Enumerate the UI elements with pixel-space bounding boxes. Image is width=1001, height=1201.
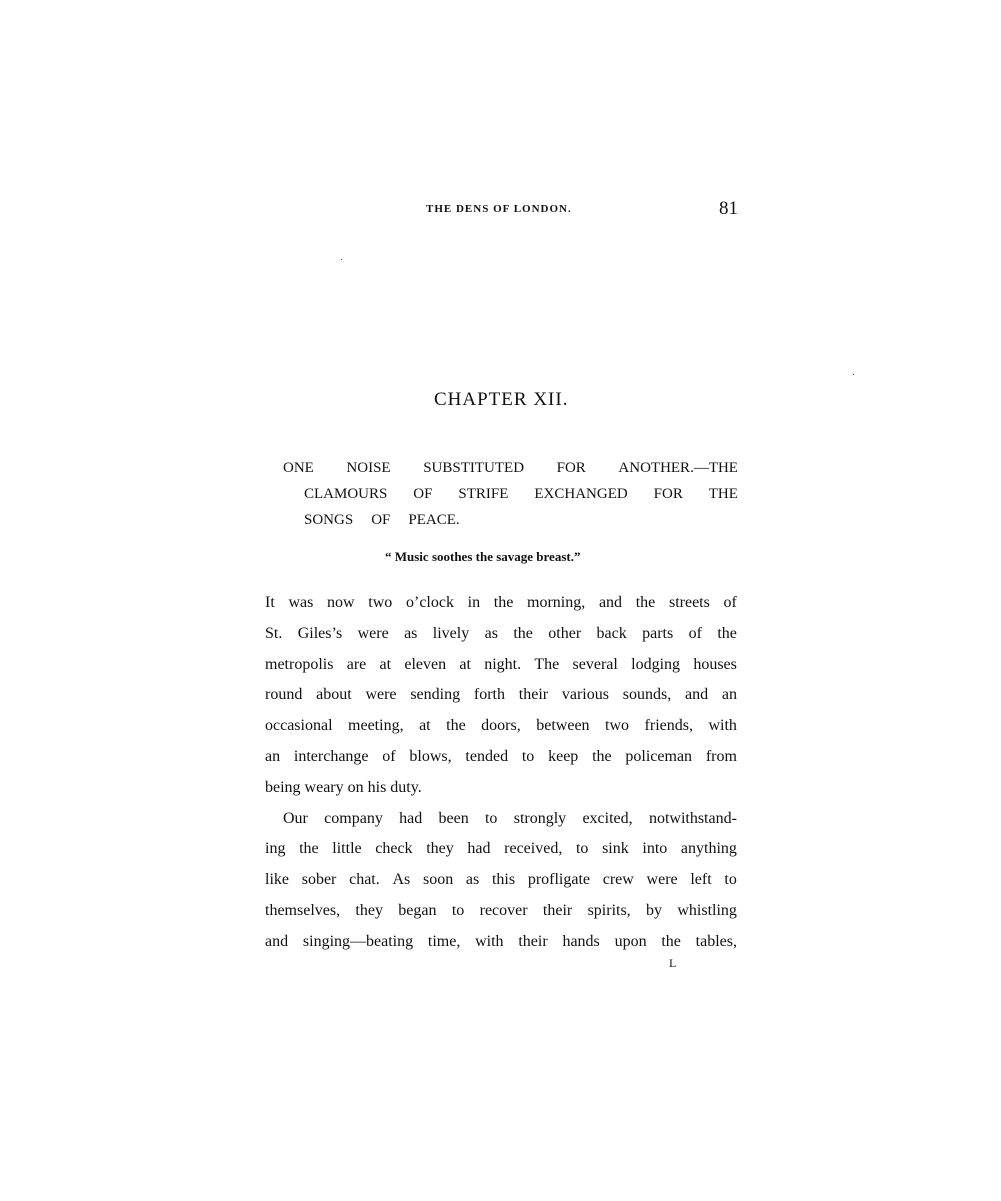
body-word: ing: [265, 840, 286, 858]
body-word: soon: [422, 871, 454, 889]
body-word: company: [324, 809, 383, 827]
body-word: St.: [265, 624, 283, 642]
body-word: doors,: [481, 717, 521, 735]
body-line: [265, 588, 737, 619]
body-word: Our: [283, 809, 308, 827]
synopsis-word: OF: [413, 486, 433, 502]
page-number: 81: [719, 198, 738, 219]
body-line: [265, 650, 737, 681]
body-word: The: [534, 655, 560, 673]
body-word: at: [379, 655, 392, 673]
body-word: keep: [548, 747, 579, 765]
body-word: were: [646, 871, 678, 889]
body-word: of: [382, 747, 396, 765]
body-word: profligate: [527, 871, 591, 889]
synopsis-line-3: [283, 507, 738, 533]
body-word: of: [688, 624, 702, 642]
body-word: forth: [473, 686, 505, 704]
body-word: at: [459, 655, 471, 673]
synopsis-line-2: [283, 481, 738, 507]
signature-mark: L: [669, 956, 677, 970]
synopsis-word: EXCHANGED: [534, 486, 628, 502]
body-word: their: [518, 932, 548, 950]
body-word: received,: [504, 840, 563, 858]
body-word: meeting,: [348, 717, 404, 735]
body-word: like: [265, 871, 289, 889]
body-word: Giles’s: [297, 624, 343, 642]
synopsis-word: ANOTHER.—THE: [618, 460, 738, 476]
body-word: to: [575, 840, 589, 858]
body-word: interchange: [293, 747, 369, 765]
body-word: houses: [693, 655, 737, 673]
body-word: the: [592, 747, 612, 765]
body-word: lively: [432, 624, 470, 642]
body-word: anything: [680, 840, 737, 858]
body-line: [265, 865, 737, 896]
body-word: began: [398, 901, 437, 919]
body-word: as: [484, 624, 498, 642]
body-word: and: [598, 594, 623, 611]
body-word: their: [518, 686, 549, 704]
print-speck: [341, 259, 342, 260]
body-word: various: [561, 686, 609, 704]
body-word: o’clock: [405, 594, 454, 611]
body-word: had: [467, 840, 491, 858]
body-word: to: [724, 871, 737, 889]
body-line: [265, 680, 737, 711]
body-line: [265, 927, 737, 958]
body-word: back: [596, 624, 627, 642]
body-word: excited,: [582, 809, 633, 827]
body-word: in: [467, 594, 481, 611]
body-word: sending: [410, 686, 461, 704]
synopsis-word: CLAMOURS: [304, 486, 388, 502]
synopsis-word: NOISE: [346, 460, 391, 476]
body-word: between: [536, 717, 590, 735]
synopsis-word: OF: [371, 512, 391, 528]
body-word: an: [265, 747, 281, 765]
body-word: crew: [602, 871, 634, 889]
body-word: whistling: [677, 901, 737, 919]
body-word: blows,: [409, 747, 452, 765]
body-word: singing—beating: [302, 932, 414, 950]
body-word: strongly: [513, 809, 567, 827]
body-word: were: [365, 686, 397, 704]
body-word: occasional: [265, 717, 333, 735]
print-speck: [853, 374, 854, 375]
body-word: upon: [614, 932, 647, 950]
body-word: themselves,: [265, 901, 341, 919]
body-word: As: [392, 871, 411, 889]
body-text: [265, 588, 737, 958]
body-line: [265, 804, 737, 835]
body-word: metropolis: [265, 655, 334, 673]
chapter-title: CHAPTER XII.: [434, 389, 569, 410]
body-word: two: [605, 717, 630, 735]
body-word: chat.: [349, 871, 380, 889]
body-word: sober: [301, 871, 337, 889]
body-line: [265, 711, 737, 742]
body-word: this: [491, 871, 516, 889]
body-word: tables,: [695, 932, 737, 950]
body-word: the: [661, 932, 681, 950]
body-word: the: [446, 717, 466, 735]
body-word: as: [465, 871, 480, 889]
body-word: as: [404, 624, 418, 642]
body-word: now: [327, 594, 355, 611]
body-word: by: [646, 901, 663, 919]
synopsis-word: FOR: [653, 486, 683, 502]
body-word: two: [368, 594, 393, 611]
body-word: the: [513, 624, 533, 642]
body-word: the: [635, 594, 656, 611]
body-word: sounds,: [622, 686, 672, 704]
body-word: been: [438, 809, 469, 827]
body-word: with: [708, 717, 737, 735]
body-word: recover: [479, 901, 528, 919]
body-word: hands: [562, 932, 600, 950]
body-word: from: [705, 747, 737, 765]
body-word: about: [316, 686, 352, 704]
body-word: other: [548, 624, 582, 642]
body-line: [265, 834, 737, 865]
body-word: they: [355, 901, 383, 919]
synopsis-word: SONGS: [304, 512, 354, 528]
body-word: they: [426, 840, 454, 858]
synopsis-line-1: [283, 455, 738, 481]
body-word: sink: [602, 840, 629, 858]
body-word: night.: [484, 655, 522, 673]
body-word: friends,: [644, 717, 693, 735]
body-word: of: [723, 594, 737, 611]
body-word: are: [346, 655, 367, 673]
body-word: eleven: [404, 655, 447, 673]
body-word: to: [451, 901, 465, 919]
body-word: spirits,: [587, 901, 631, 919]
body-word: streets: [668, 594, 710, 611]
body-word: into: [642, 840, 668, 858]
body-word: It: [265, 594, 275, 611]
body-word: lodging: [631, 655, 681, 673]
body-word: check: [375, 840, 413, 858]
body-word: morning,: [527, 594, 586, 611]
body-word: notwithstand-: [648, 809, 737, 827]
body-word: policeman: [625, 747, 693, 765]
synopsis-word: SUBSTITUTED: [423, 460, 525, 476]
body-word: their: [542, 901, 573, 919]
body-word: the: [717, 624, 737, 642]
body-word: had: [399, 809, 423, 827]
chapter-synopsis: [283, 455, 738, 533]
running-head: THE DENS OF LONDON.: [426, 203, 572, 215]
synopsis-word: ONE: [283, 460, 314, 476]
synopsis-word: PEACE.: [408, 512, 460, 528]
body-word: to: [521, 747, 535, 765]
body-word: parts: [642, 624, 674, 642]
body-word: with: [475, 932, 504, 950]
body-word: were: [357, 624, 389, 642]
body-word: and: [685, 686, 709, 704]
body-word: the: [299, 840, 319, 858]
synopsis-word: STRIFE: [458, 486, 509, 502]
body-line: [265, 742, 737, 773]
body-word: left: [690, 871, 712, 889]
body-word: at: [419, 717, 431, 735]
body-word: several: [572, 655, 618, 673]
body-line: [265, 619, 737, 650]
body-line: [265, 896, 737, 927]
body-word: was: [288, 594, 314, 611]
body-word: time,: [427, 932, 461, 950]
body-word: an: [721, 686, 737, 704]
epigraph: “ Music soothes the savage breast.”: [385, 549, 581, 564]
body-word: the: [493, 594, 514, 611]
body-word: and: [265, 932, 289, 950]
body-word: to: [484, 809, 498, 827]
body-word: little: [332, 840, 362, 858]
synopsis-word: FOR: [556, 460, 586, 476]
body-word: round: [265, 686, 303, 704]
body-word: tended: [465, 747, 509, 765]
synopsis-word: THE: [708, 486, 738, 502]
body-line: being weary on his duty.: [265, 778, 422, 796]
